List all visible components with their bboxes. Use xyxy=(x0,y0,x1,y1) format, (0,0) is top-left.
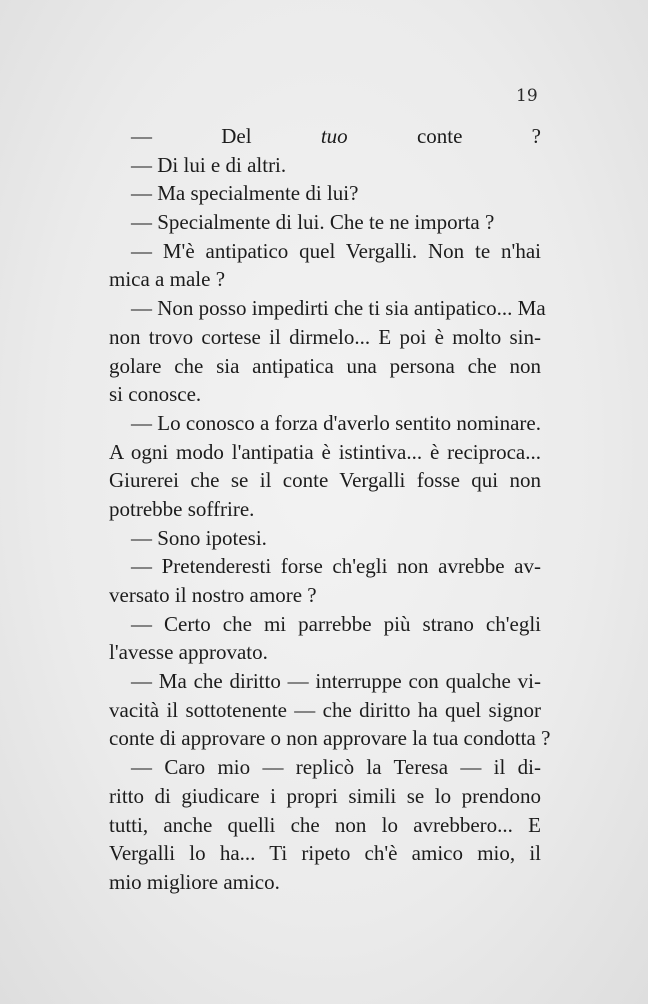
text-line: Giurerei che se il conte Vergalli fosse qui non xyxy=(109,468,541,493)
text-line: — Ma specialmente di lui? xyxy=(131,181,359,206)
text-line: — Certo che mi parrebbe più strano ch'egli xyxy=(131,611,541,636)
text-line: vacità il sottotenente — che diritto ha quel signor xyxy=(109,697,541,722)
text-line: conte di approvare o non approvare la tua condotta ? xyxy=(109,726,551,751)
text-line: — M'è antipatico quel Vergalli. Non te n'hai xyxy=(131,238,541,263)
text-line: versato il nostro amore ? xyxy=(109,583,317,607)
text-line: — Specialmente di lui. Che te ne importa ? xyxy=(131,210,495,235)
emphasis: tuo xyxy=(320,124,348,148)
text-line: mio migliore amico. xyxy=(109,869,280,894)
text-line: — Ma che diritto — interruppe con qualche vi- xyxy=(131,669,541,694)
text-line: Vergalli lo ha... Ti ripeto ch'è amico mio, il xyxy=(109,841,541,866)
text-line: — Pretenderesti forse ch'egli non avrebbe av- xyxy=(131,554,541,579)
page-number: 19 xyxy=(516,86,538,106)
text-line: — Sono ipotesi. xyxy=(131,525,267,550)
text-line: ritto di giudicare i propri simili se lo prendono xyxy=(109,783,541,808)
body-text xyxy=(109,122,551,897)
text-line: — Lo conosco a forza d'averlo sentito nominare. xyxy=(131,410,541,435)
text-line: — Caro mio — replicò la Teresa — il di- xyxy=(131,755,541,780)
text-line: non trovo cortese il dirmelo... E poi è molto sin- xyxy=(109,324,541,349)
text-line: mica a male ? xyxy=(109,267,226,292)
text-line: — Del tuo conte ? xyxy=(131,124,541,148)
text-line: — Non posso impedirti che ti sia antipatico... Ma xyxy=(131,296,546,321)
text-line: l'avesse approvato. xyxy=(109,640,268,665)
text-line: — Di lui e di altri. xyxy=(131,152,287,177)
text-line: golare che sia antipatica una persona che non xyxy=(109,353,541,378)
text-line: A ogni modo l'antipatia è istintiva... è reciproca... xyxy=(109,439,541,464)
text-line: si conosce. xyxy=(109,382,202,407)
text-line: potrebbe soffrire. xyxy=(109,496,255,521)
text-line: tutti, anche quelli che non lo avrebbero... E xyxy=(109,812,541,837)
